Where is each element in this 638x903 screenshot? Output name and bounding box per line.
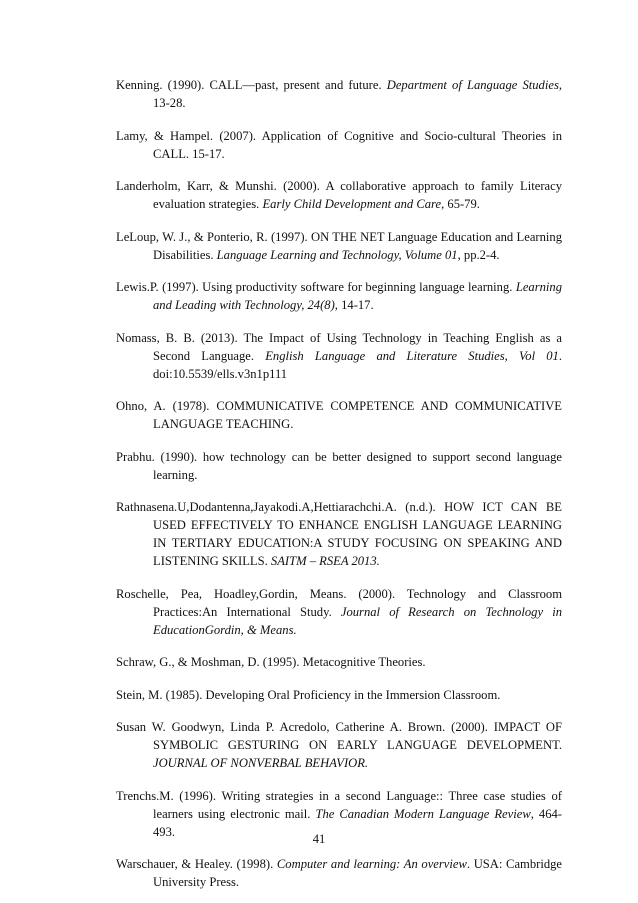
reference-tail: , pp.2-4. [457,247,500,262]
reference-text: Landerholm, Karr, & Munshi. (2000). A collaborative approach to family Literacy evaluation strategies. [116,179,562,211]
reference-source: SAITM – RSEA 2013. [270,554,380,568]
reference-entry [116,498,562,570]
reference-text: Susan W. Goodwyn, Linda P. Acredolo, Catherine A. Brown. (2000). IMPACT OF SYMBOLIC GESTURING ON EARLY LANGUAGE DEVELOPMENT. [116,720,562,752]
reference-text: Prabhu. (1990). how technology can be better designed to support second language learning. [116,449,562,482]
reference-entry [116,76,562,112]
reference-source: Department of Language Studies [386,78,559,92]
reference-entry [116,127,562,163]
reference-tail: , 13-28. [153,78,563,110]
reference-list [116,76,562,891]
reference-entry [116,228,562,264]
reference-text: Rathnasena.U,Dodantenna,Jayakodi.A,Hettiarachchi.A. (n.d.). HOW ICT CAN BE USED EFFECTIVELY TO ENHANCE ENGLISH LANGUAGE LEARNING IN TERTIARY EDUCATION:A STUDY FOCUSING ON SPEAKING AND LISTENING SKILLS. [116,500,562,568]
reference-tail: . USA: Cambridge University Press. [153,857,562,889]
reference-entry [116,329,562,383]
reference-text: Kenning. (1990). CALL—past, present and future. [116,78,387,92]
reference-tail: . doi:10.5539/ells.v3n1p111 [153,348,563,381]
reference-text: Nomass, B. B. (2013). The Impact of Using Technology in Teaching English as a Second Language. [116,330,562,363]
reference-tail: , 14-17. [334,298,374,312]
reference-entry [116,686,562,704]
reference-entry [116,177,562,213]
reference-entry [116,397,562,433]
reference-source: Journal of Research on Technology in EducationGordin, & Means. [153,604,562,637]
reference-entry [116,278,562,314]
reference-tail: , 65-79. [441,197,480,211]
page-number: 41 [312,832,326,846]
reference-source: Early Child Development and Care [262,197,442,211]
reference-text: LeLoup, W. J., & Ponterio, R. (1997). ON THE NET Language Education and Learning Disabilities. [116,229,562,262]
reference-source: Language Learning and Technology, Volume 01 [216,247,458,262]
reference-text: Schraw, G., & Moshman, D. (1995). Metacognitive Theories. [116,655,426,669]
reference-source: Computer and learning: An overview [276,857,467,871]
reference-tail: , 464-493. [153,806,562,839]
reference-text: Trenchs.M. (1996). Writing strategies in a second Language:: Three case studies of learners using electronic mail. [116,788,562,821]
reference-text: Lamy, & Hampel. (2007). Application of Cognitive and Socio-cultural Theories in CALL. 15-17. [116,128,562,161]
reference-source: English Language and Literature Studies, Vol 01 [265,348,559,363]
reference-entry [116,718,562,772]
reference-source: JOURNAL OF NONVERBAL BEHAVIOR. [153,756,369,770]
reference-entry [116,653,562,671]
reference-entry [116,448,562,484]
reference-text: Lewis.P. (1997). Using productivity software for beginning language learning. [116,280,516,294]
reference-entry [116,585,562,639]
reference-source: Learning and Leading with Technology, 24(8) [153,280,562,312]
reference-text: Roschelle, Pea, Hoadley,Gordin, Means. (2000). Technology and Classroom Practices:An International Study. [116,586,562,619]
reference-entry [116,855,562,891]
reference-text: Stein, M. (1985). Developing Oral Proficiency in the Immersion Classroom. [116,687,501,702]
reference-source: The Canadian Modern Language Review [315,806,531,821]
reference-text: Ohno, A. (1978). COMMUNICATIVE COMPETENCE AND COMMUNICATIVE LANGUAGE TEACHING. [116,399,562,431]
reference-text: Warschauer, & Healey. (1998). [116,857,277,871]
